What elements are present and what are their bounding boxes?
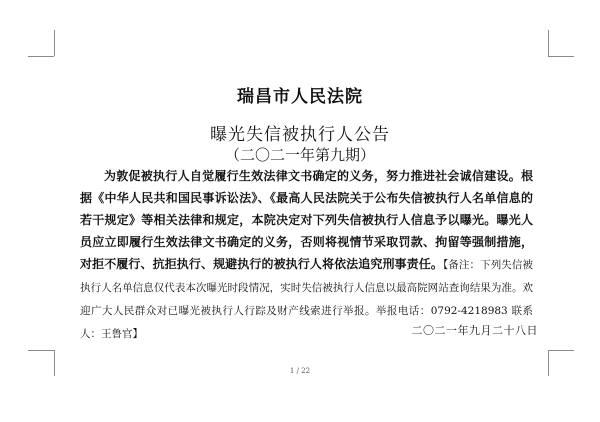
notice-remark: 【备注：下列失信被执行人名单信息仅代表本次曝光时段情况，实时失信被执行人信息以最高院网站查询结果为准。欢迎广大人民群众对已曝光被执行人行踪及财产线索进行举报。举报电话：0792-4218983 联系人：王鲁官】	[80, 259, 533, 340]
page-number: 1 / 22	[289, 367, 311, 375]
court-name: 瑞昌市人民法院	[237, 87, 363, 107]
notice-title: 曝光失信被执行人公告	[210, 125, 390, 145]
notice-body	[80, 165, 533, 345]
notice-date: 二〇二一年九月二十八日	[411, 324, 538, 337]
notice-period: （二〇二一年第九期）	[224, 146, 375, 164]
notice-body-text: 为敦促被执行人自觉履行生效法律文书确定的义务，努力推进社会诚信建设。根据《中华人民共和国民事诉讼法》、《最高人民法院关于公布失信被执行人名单信息的若干规定》等相关法律和规定，本院决定对下列失信被执行人信息予以曝光。曝光人员应立即履行生效法律文书确定的义务，否则将视情节采取罚款、拘留等强制措施，对拒不履行、抗拒执行、规避执行的被执行人将依法追究刑事责任。	[80, 169, 533, 271]
